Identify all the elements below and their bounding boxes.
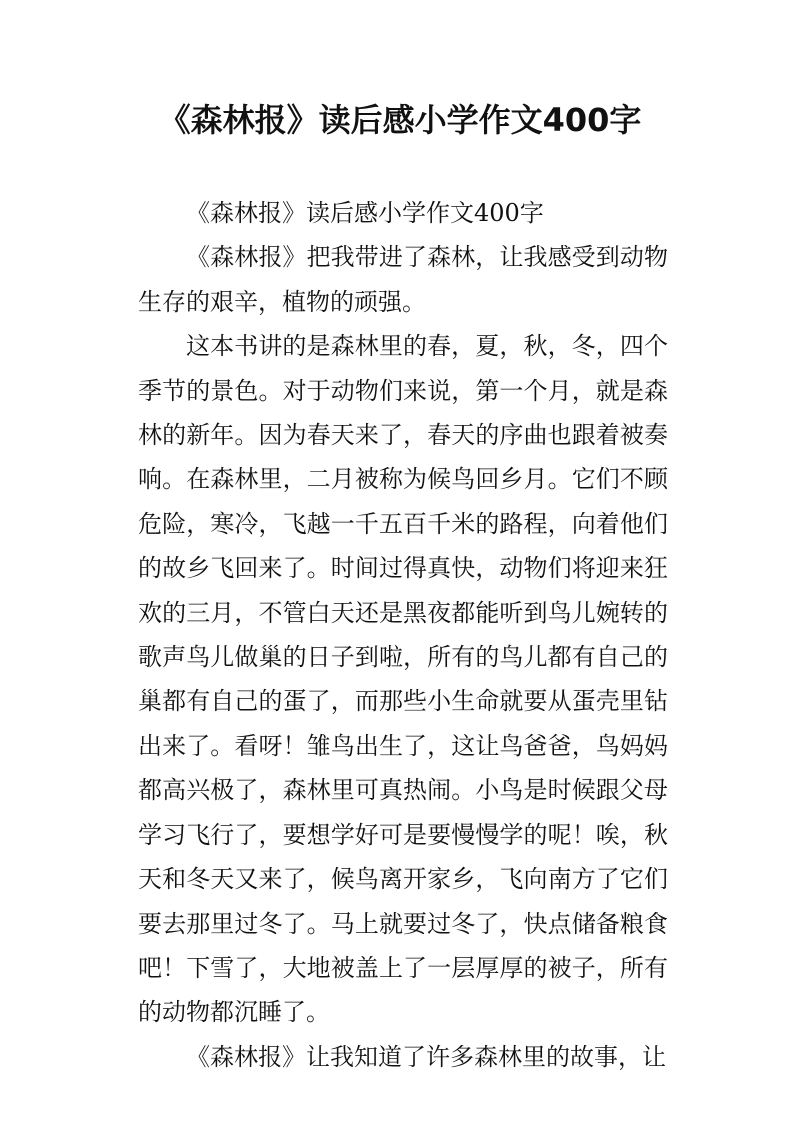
paragraph: 这本书讲的是森林里的春，夏，秋，冬，四个季节的景色。对于动物们来说，第一个月，就是森林的新年。因为春天来了，春天的序曲也跟着被奏响。在森林里，二月被称为候鸟回乡月。它们不顾危险，寒冷，飞越一千五百千米的路程，向着他们的故乡飞回来了。时间过得真快，动物们将迎来狂欢的三月，不管白天还是黑夜都能听到鸟儿婉转的歌声鸟儿做巢的日子到啦，所有的鸟儿都有自己的巢都有自己的蛋了，而那些小生命就要从蛋壳里钻出来了。看呀！雏鸟出生了，这让鸟爸爸，鸟妈妈都高兴极了，森林里可真热闹。小鸟是时候跟父母学习飞行了，要想学好可是要慢慢学的呢！唉，秋天和冬天又来了，候鸟离开家乡，飞向南方了它们要去那里过冬了。马上就要过冬了，快点储备粮食吧！下雪了，大地被盖上了一层厚厚的被子，所有的动物都沉睡了。 xyxy=(138,332,668,1027)
document-body xyxy=(138,191,668,1079)
paragraph: 《森林报》把我带进了森林，让我感受到动物生存的艰辛，植物的顽强。 xyxy=(138,243,668,316)
document-title: 《森林报》读后感小学作文400字 xyxy=(158,101,642,139)
paragraph-subtitle: 《森林报》读后感小学作文400字 xyxy=(186,199,544,227)
paragraph: 《森林报》让我知道了许多森林里的故事，让 xyxy=(186,1042,666,1071)
